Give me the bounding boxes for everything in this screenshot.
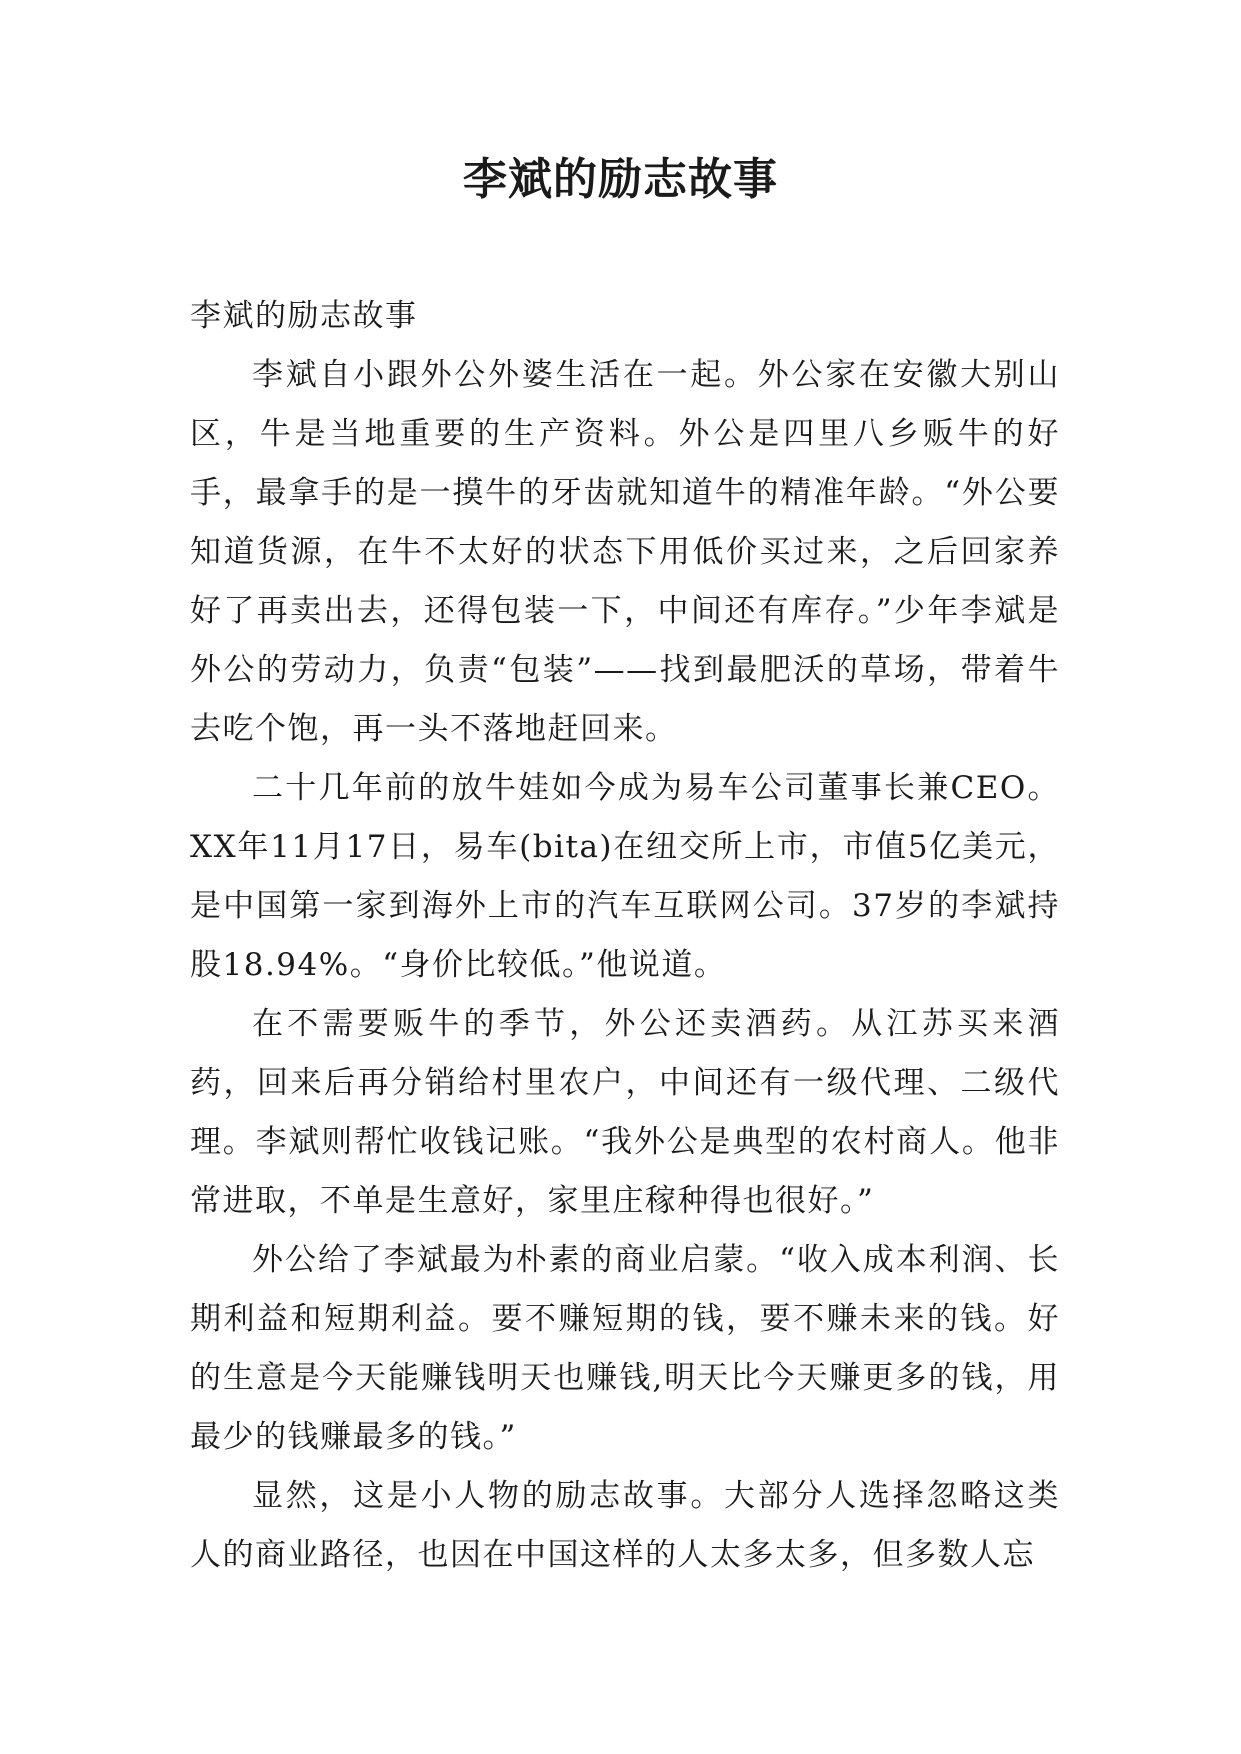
paragraph: 外公给了李斌最为朴素的商业启蒙。“收入成本利润、长期利益和短期利益。要不赚短期的钱，要不赚未来的钱。好的生意是今天能赚钱明天也赚钱,明天比今天赚更多的钱，用最少的钱赚最多的钱。” (190, 1242, 1060, 1455)
paragraph: 显然，这是小人物的励志故事。大部分人选择忽略这类人的商业路径，也因在中国这样的人太多太多，但多数人忘 (190, 1478, 1060, 1573)
document-body (190, 287, 1060, 1585)
paragraph: 李斌自小跟外公外婆生活在一起。外公家在安徽大别山区，牛是当地重要的生产资料。外公是四里八乡贩牛的好手，最拿手的是一摸牛的牙齿就知道牛的精准年龄。“外公要知道货源，在牛不太好的状态下用低价买过来，之后回家养好了再卖出去，还得包装一下，中间还有库存。”少年李斌是外公的劳动力，负责“包装”——找到最肥沃的草场，带着牛去吃个饱，再一头不落地赶回来。 (190, 357, 1060, 747)
paragraph: 在不需要贩牛的季节，外公还卖酒药。从江苏买来酒药，回来后再分销给村里农户，中间还有一级代理、二级代理。李斌则帮忙收钱记账。“我外公是典型的农村商人。他非常进取，不单是生意好，家里庄稼种得也很好。” (190, 1006, 1060, 1219)
document-title: 李斌的励志故事 (463, 154, 778, 205)
paragraph: 二十几年前的放牛娃如今成为易车公司董事长兼CEO。XX年11月17日，易车(bita)在纽交所上市，市值5亿美元，是中国第一家到海外上市的汽车互联网公司。37岁的李斌持股18.94%。“身价比较低。”他说道。 (190, 770, 1060, 983)
document-subtitle: 李斌的励志故事 (190, 298, 418, 334)
